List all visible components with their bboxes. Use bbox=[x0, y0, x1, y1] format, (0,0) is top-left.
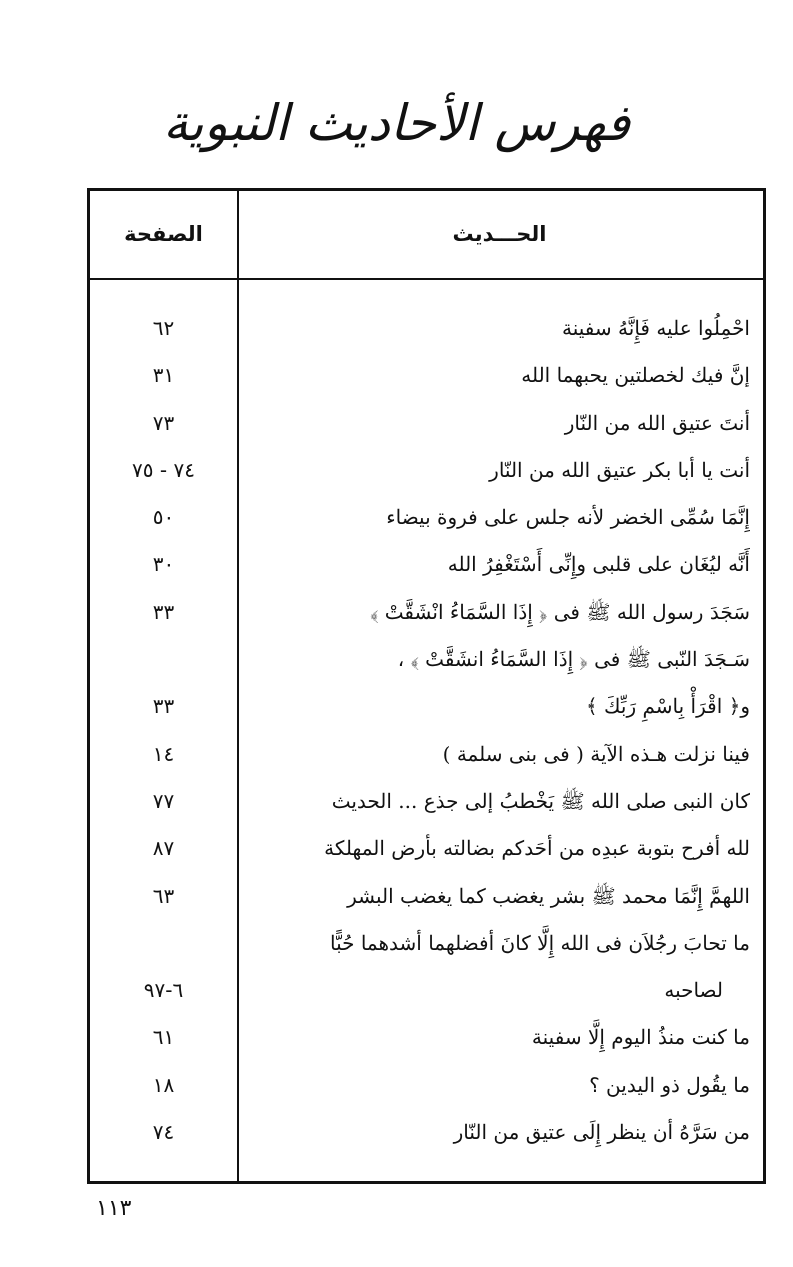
hadith-text: ما يقُول ذو اليدين ؟ bbox=[589, 1072, 750, 1097]
hadith-text: أنتَ عتيق الله من النّار bbox=[564, 410, 750, 435]
hadith-text: اللهمَّ إِنَّمَا محمد ﷺ بشر يغضب كما يغضب البشر bbox=[347, 883, 750, 908]
page-ref: ٣١ bbox=[152, 363, 175, 388]
page-ref: ٦٣ bbox=[152, 883, 175, 908]
table-row bbox=[90, 1014, 763, 1061]
table-row bbox=[90, 400, 763, 447]
page-ref: ٥٠ bbox=[152, 505, 175, 530]
header-hadith: الحـــديث bbox=[452, 222, 547, 246]
table-row bbox=[90, 447, 763, 494]
hadith-text: أَنَّه ليُغَان على قلبى وإِنِّى أَسْتَغْفِرُ الله bbox=[447, 552, 750, 577]
page-ref: ٦-٩٧ bbox=[143, 978, 184, 1003]
page-ref: ٦٢ bbox=[152, 316, 175, 340]
hadith-text: إِنَّمَا سُمِّى الخضر لأنه جلس على فروة بيضاء bbox=[386, 505, 750, 530]
table-row bbox=[90, 494, 763, 541]
hadith-text: إنَّ فيك لخصلتين يحبهما الله bbox=[521, 363, 750, 388]
hadith-text: و﴿ اقْرَأْ بِاسْمِ رَبِّكَ ﴾ bbox=[585, 694, 750, 719]
page-title: فهرس الأحاديث النبوية bbox=[162, 94, 631, 152]
page-ref: ٧٣ bbox=[152, 410, 175, 435]
header-page: الصفحة bbox=[124, 222, 203, 246]
hadith-text: فينا نزلت هـذه الآية ( فى بنى سلمة ) bbox=[442, 741, 750, 766]
table-row bbox=[90, 305, 763, 352]
page-ref: ٣٣ bbox=[152, 694, 175, 719]
hadith-text: سَـجَدَ النّبى ﷺ فى ﴿ إِذَا السَّمَاءُ انشَقَّتْ ﴾ ، bbox=[397, 647, 750, 672]
page-number: ١١٣ bbox=[96, 1196, 132, 1221]
header-rule bbox=[90, 278, 763, 280]
table-row bbox=[90, 731, 763, 778]
table-row bbox=[90, 541, 763, 588]
hadith-text: من سَرَّهُ أن ينظر إِلَى عتيق من النّار bbox=[453, 1120, 750, 1145]
page-ref: ٧٤ - ٧٥ bbox=[132, 457, 195, 482]
hadith-text: لله أفرح بتوبة عبدِه من أحَدكم بضالته بأرض المهلكة bbox=[324, 836, 750, 861]
page-ref: ٦١ bbox=[152, 1025, 175, 1050]
page-ref: ١٤ bbox=[152, 741, 175, 766]
page-ref: ٧٧ bbox=[152, 788, 175, 813]
page-ref: ١٨ bbox=[152, 1072, 175, 1097]
hadith-text: ما كنت منذُ اليوم إِلَّا سفينة bbox=[531, 1025, 750, 1050]
hadith-text: ما تحابَ رجُلاَن فى الله إِلَّا كانَ أفضلهما أشدهما حُبًّا bbox=[329, 930, 750, 955]
page-ref: ٨٧ bbox=[152, 836, 175, 861]
table-row bbox=[90, 873, 763, 920]
table-row bbox=[90, 1109, 763, 1156]
table-row bbox=[90, 589, 763, 636]
table-row bbox=[90, 825, 763, 872]
hadith-text: لصاحبه bbox=[664, 978, 723, 1003]
table-row bbox=[90, 683, 763, 730]
hadith-text: كان النبى صلى الله ﷺ يَخْطبُ إلى جذع ... الحديث bbox=[331, 788, 750, 813]
page-ref: ٧٤ bbox=[152, 1120, 175, 1145]
hadith-text: سَجَدَ رسول الله ﷺ فى ﴿ إِذَا السَّمَاءُ انْشَقَّتْ ﴾ bbox=[370, 599, 750, 624]
table-row bbox=[90, 920, 763, 967]
table-row bbox=[90, 1062, 763, 1109]
page-ref: ٣٠ bbox=[152, 552, 175, 577]
table-row bbox=[90, 967, 763, 1014]
hadith-index-table bbox=[87, 188, 766, 1184]
hadith-text: أنت يا أبا بكر عتيق الله من النّار bbox=[489, 457, 750, 482]
hadith-text: احْمِلُوا عليه فَإِنَّهُ سفينة bbox=[562, 316, 750, 340]
table-row bbox=[90, 778, 763, 825]
table-row bbox=[90, 352, 763, 399]
table-row bbox=[90, 636, 763, 683]
index-rows bbox=[90, 305, 763, 1156]
page-ref: ٣٣ bbox=[152, 599, 175, 624]
